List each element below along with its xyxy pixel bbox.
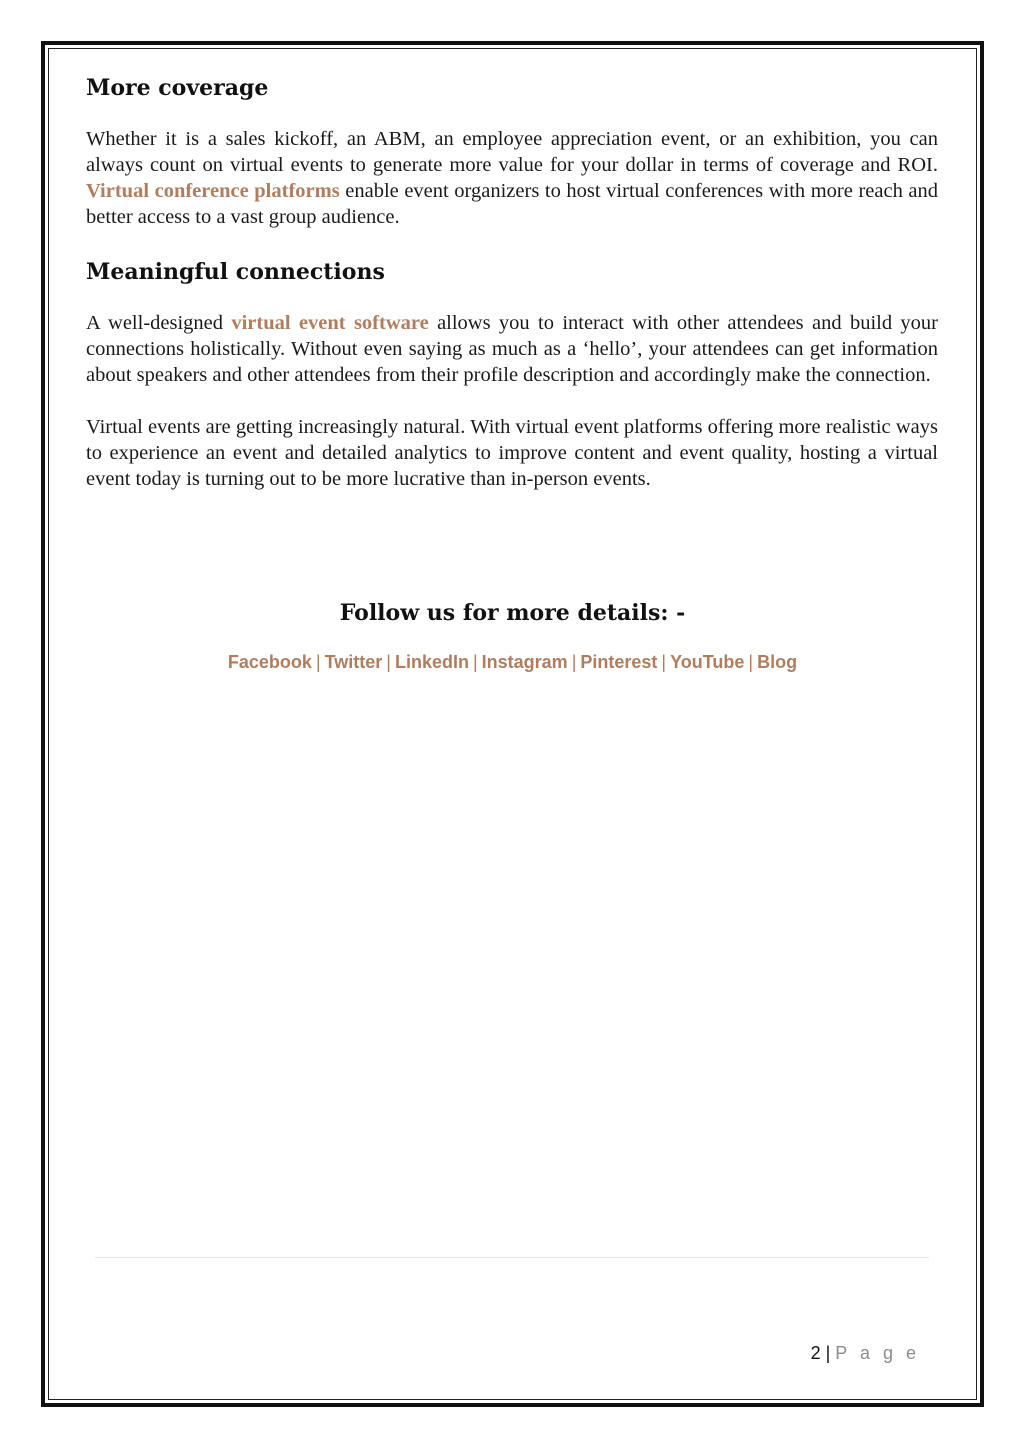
follow-heading: Follow us for more details: - [339, 600, 686, 626]
paragraph-connections [86, 310, 938, 388]
paragraph-text: enable event organizers to host virtual conferences with more reach and better access to a vast group audience. [86, 180, 938, 228]
paragraph-virtual-events: Virtual events are getting increasingly natural. With virtual event platforms offering more realistic ways to experience an event and detailed analytics to improve content and event quality, hosting a virtual event today is turning out to be more lucrative than in-person events. [86, 416, 938, 490]
link-blog[interactable]: Blog [757, 652, 798, 672]
link-pinterest[interactable]: Pinterest [580, 652, 658, 672]
link-virtual-event-software[interactable]: virtual event software [231, 312, 429, 334]
separator: | [386, 652, 391, 672]
separator: | [748, 652, 754, 672]
social-links [48, 652, 977, 673]
link-instagram[interactable]: Instagram [481, 652, 568, 672]
paragraph-text: allows you to interact with other attendees and build your connections holistically. Without even saying as much as a ‘hello’, your attendees can get information about speakers and other attendees from their profile description and accordingly make the connection. [86, 312, 939, 386]
page-separator: | [825, 1343, 831, 1363]
link-linkedin[interactable]: LinkedIn [394, 652, 469, 672]
separator: | [315, 652, 321, 672]
paragraph-text: Whether it is a sales kickoff, an ABM, an employee appreciation event, or an exhibition, you can always count on virtual events to generate more value for your dollar in terms of coverage and ROI. [86, 128, 938, 176]
page-word: P a g e [835, 1343, 920, 1363]
separator: | [472, 652, 478, 672]
heading-more-coverage: More coverage [86, 75, 269, 101]
link-youtube[interactable]: YouTube [670, 652, 745, 672]
separator: | [661, 652, 667, 672]
link-facebook[interactable]: Facebook [227, 652, 312, 672]
heading-meaningful-connections: Meaningful connections [86, 259, 385, 285]
page-number: 2 [810, 1343, 821, 1363]
separator: | [571, 652, 577, 672]
link-virtual-conference-platforms[interactable]: Virtual conference platforms [86, 180, 340, 202]
page-number-footer [811, 1343, 920, 1364]
document-body [86, 70, 938, 492]
paragraph-coverage [86, 126, 938, 230]
footer-divider [95, 1257, 929, 1258]
link-twitter[interactable]: Twitter [324, 652, 383, 672]
paragraph-text: A well-designed [86, 312, 232, 334]
